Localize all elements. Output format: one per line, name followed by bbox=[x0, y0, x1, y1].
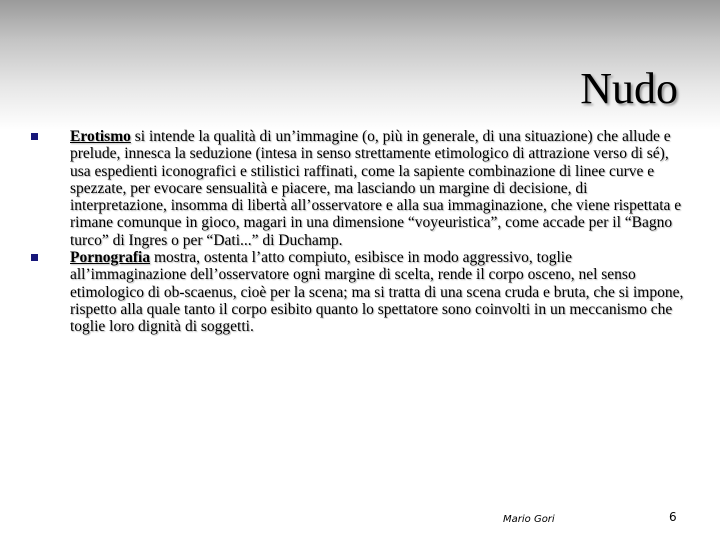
slide-title: Nudo bbox=[580, 64, 678, 113]
bullet-item-pornografia bbox=[28, 249, 688, 335]
page-number: 6 bbox=[669, 510, 677, 524]
definition-pornografia: mostra, ostenta l’atto compiuto, esibisce in modo aggressivo, toglie all’immaginazione dell’osservatore ogni margine di scelta, rende il corpo osceno, nel senso etimologico di ob-scaenus, cioè per la scena; ma si tratta di una scena cruda e bruta, che si impone, rispetto alla quale tanto il corpo esibito quanto lo spettatore sono coinvolti in un meccanismo che toglie loro dignità di soggetti. bbox=[70, 249, 684, 336]
term-erotismo: Erotismo bbox=[70, 128, 131, 145]
definition-erotismo: si intende la qualità di un’immagine (o, più in generale, di una situazione) che allude e prelude, innesca la seduzione (intesa in senso strettamente etimologico di attrazione verso di sé), usa espedienti iconografici e stilistici raffinati, come la sapiente combinazione di linee curve e spezzate, per evocare sensualità e piacere, ma lasciando un margine di decisione, di interpretazione, insomma di libertà all’osservatore e alla sua immaginazione, che viene rispettata e rimane comunque in gioco, magari in una dimensione “voyeuristica”, come accade per il “Bagno turco” di Ingres o per “Dati...” di Duchamp. bbox=[70, 128, 682, 249]
term-pornografia: Pornografia bbox=[70, 249, 151, 267]
square-bullet-icon bbox=[31, 254, 38, 261]
square-bullet-icon bbox=[31, 133, 38, 140]
footer-author: Mario Gori bbox=[503, 514, 555, 525]
bullet-item-erotismo bbox=[28, 128, 688, 249]
bullet-list bbox=[28, 128, 688, 336]
